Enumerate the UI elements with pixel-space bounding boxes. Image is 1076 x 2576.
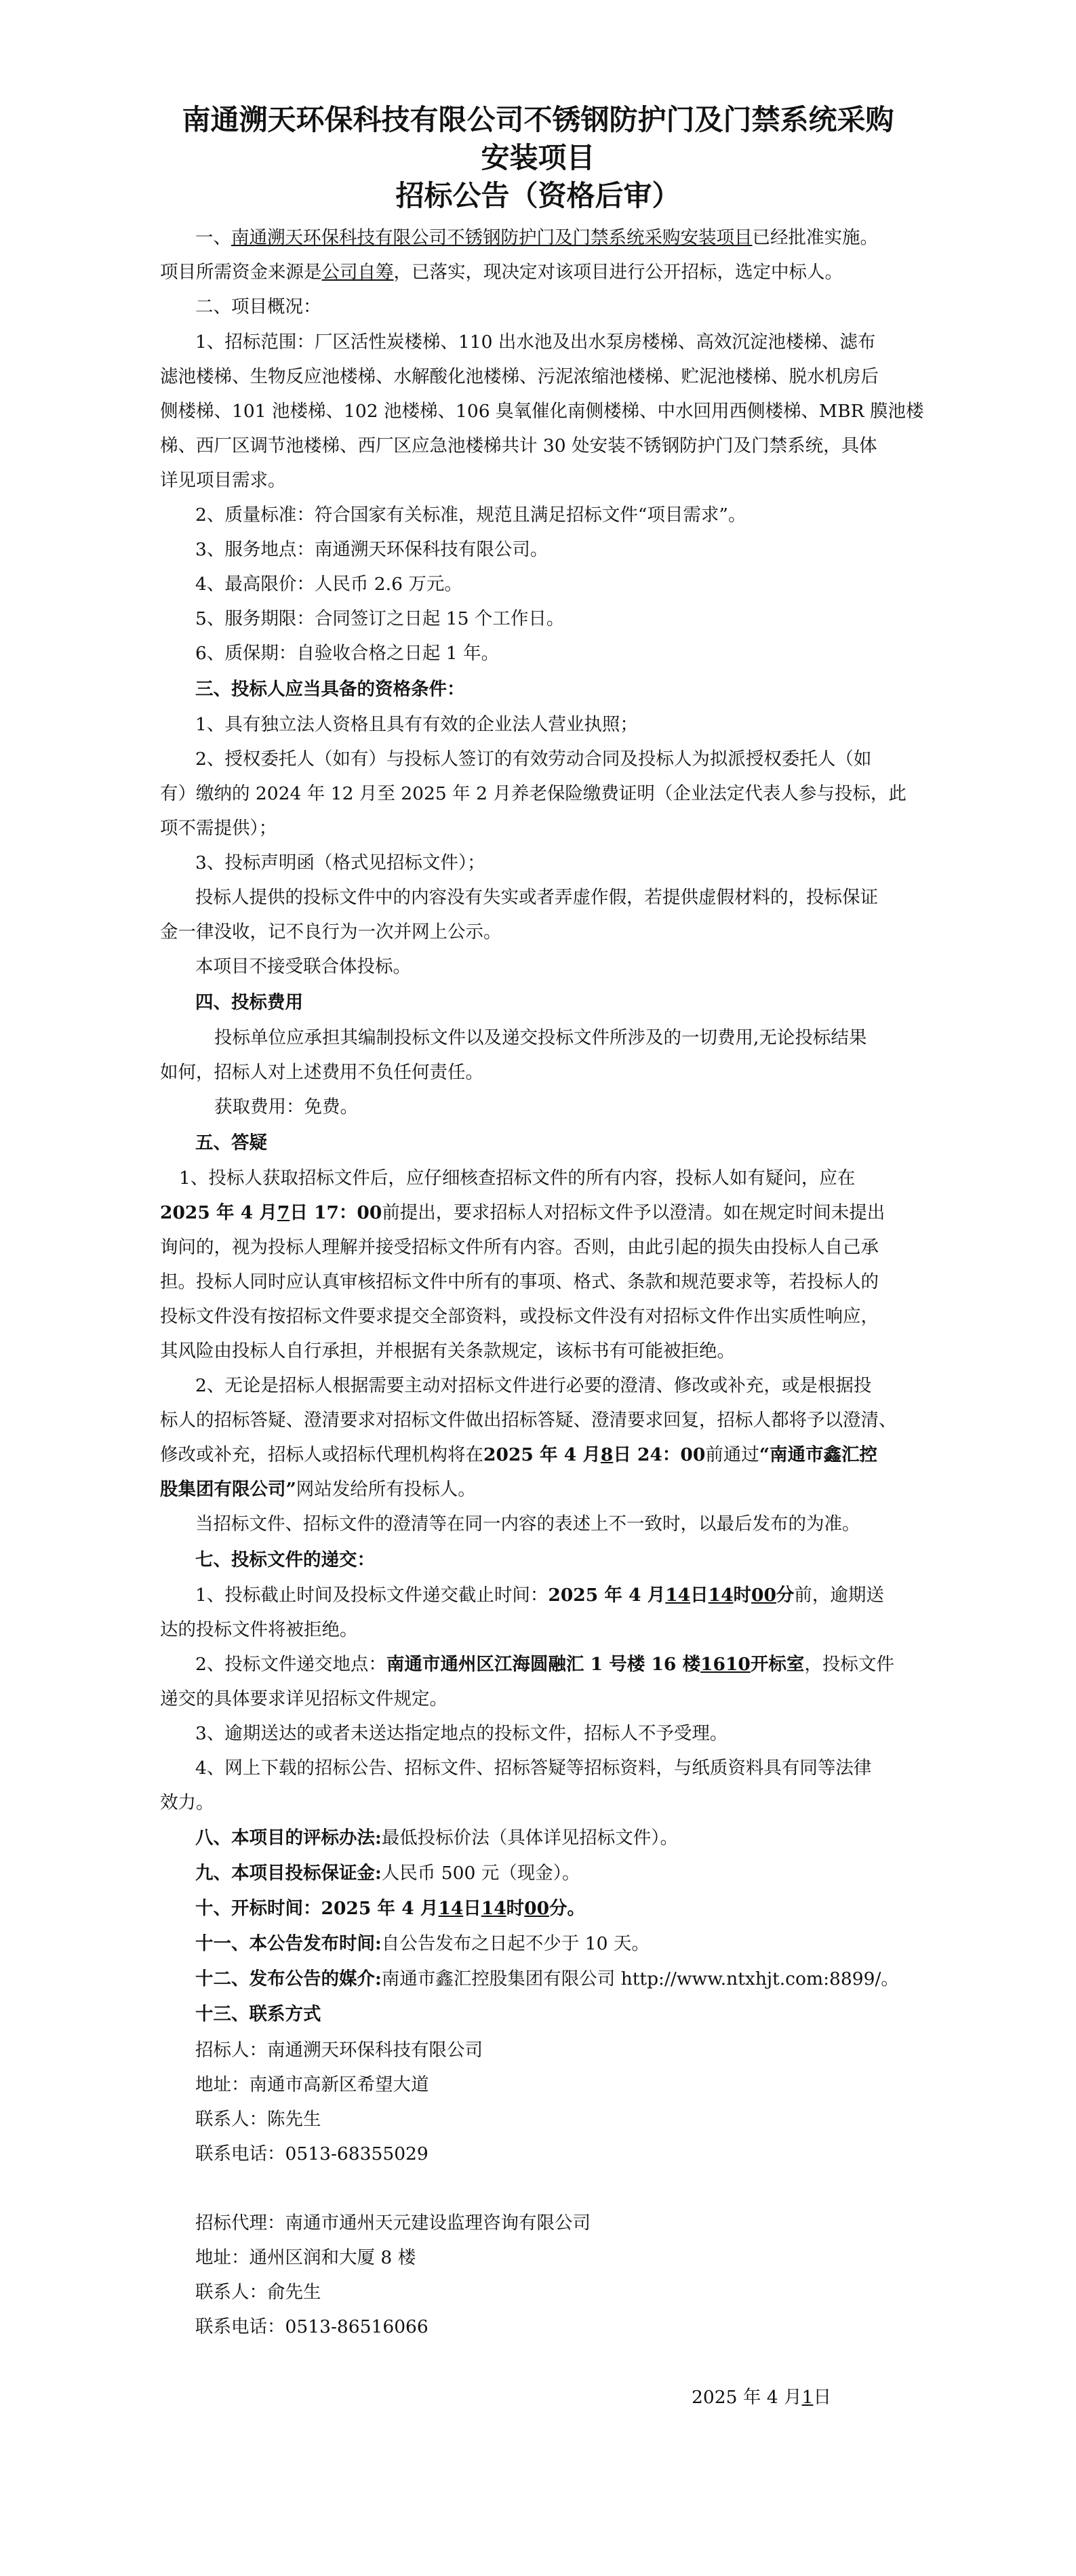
document-title-line-1: 南通溯天环保科技有限公司不锈钢防护门及门禁系统采购	[182, 103, 894, 136]
qa-paragraph-1-line-4: 担。投标人同时应认真审核招标文件中所有的事项、格式、条款和规范要求等，若投标人的	[160, 1271, 879, 1292]
intro-paragraph-line-2: 项目所需资金来源是公司自筹，已落实，现决定对该项目进行公开招标，选定中标人。	[160, 262, 843, 283]
qa-paragraph-2-line-2: 标人的招标答疑、澄清要求对招标文件做出招标答疑、澄清要求回复，招标人都将予以澄清、	[160, 1410, 897, 1431]
section-7-heading: 七、投标文件的递交：	[195, 1549, 375, 1570]
qa-paragraph-3: 当招标文件、招标文件的澄清等在同一内容的表述上不一致时，以最后发布的为准。	[195, 1513, 860, 1534]
scope-line-5: 详见项目需求。	[160, 470, 286, 491]
publication-media: 十二、发布公告的媒介:南通市鑫汇控股集团有限公司 http://www.ntxhjt.com:8899/。	[195, 1968, 899, 1989]
bid-location-line-1: 2、投标文件递交地点：南通市通州区江海圆融汇 1 号楼 16 楼1610开标室，投标文件	[195, 1654, 894, 1675]
qa-paragraph-1-line-5: 投标文件没有按招标文件要求提交全部资料，或投标文件没有对招标文件作出实质性响应，	[160, 1306, 879, 1327]
qa-paragraph-1-line-6: 其风险由投标人自行承担，并根据有关条款规定，该标书有可能被拒绝。	[160, 1341, 735, 1362]
document-title-line-2: 安装项目	[481, 141, 595, 174]
tenderer-name: 招标人：南通溯天环保科技有限公司	[195, 2040, 483, 2061]
clarification-deadline-day: 8	[600, 1444, 614, 1465]
qa-paragraph-2-line-4: 股集团有限公司”网站发给所有投标人。	[160, 1479, 476, 1500]
scope-line-3: 侧楼梯、101 池楼梯、102 池楼梯、106 臭氧催化南侧楼梯、中水回用西侧楼梯、MBR 膜池楼	[160, 401, 924, 422]
bid-location-line-2: 递交的具体要求详见招标文件规定。	[160, 1688, 447, 1709]
maximum-price: 4、最高限价：人民币 2.6 万元。	[195, 574, 462, 595]
qa-paragraph-1-line-2: 2025 年 4 月7日 17：00前提出，要求招标人对招标文件予以澄清。如在规定时间未提出	[160, 1202, 885, 1223]
section-5-heading: 五、答疑	[195, 1132, 267, 1153]
scope-line-2: 滤池楼梯、生物反应池楼梯、水解酸化池楼梯、污泥浓缩池楼梯、贮泥池楼梯、脱水机房后	[160, 366, 879, 387]
section-2-heading: 二、项目概况：	[195, 296, 321, 317]
qa-deadline-day: 7	[277, 1202, 290, 1223]
qualification-item-2-line-1: 2、授权委托人（如有）与投标人签订的有效劳动合同及投标人为拟派授权委托人（如	[195, 749, 872, 770]
no-consortium-note: 本项目不接受联合体投标。	[195, 956, 411, 977]
warranty-period: 6、质保期：自验收合格之日起 1 年。	[195, 643, 500, 664]
false-material-note-line-1: 投标人提供的投标文件中的内容没有失实或者弄虚作假，若提供虚假材料的，投标保证	[195, 887, 878, 908]
qa-paragraph-2-line-3: 修改或补充，招标人或招标代理机构将在2025 年 4 月8日 24：00前通过“南通市鑫汇控	[160, 1444, 878, 1465]
section-4-heading: 四、投标费用	[195, 992, 303, 1013]
intro-paragraph-line-1: 一、南通溯天环保科技有限公司不锈钢防护门及门禁系统采购安装项目已经批准实施。	[195, 227, 878, 248]
bid-cost-line-2: 如何，招标人对上述费用不负任何责任。	[160, 1062, 483, 1083]
document-title-line-3: 招标公告（资格后审）	[395, 179, 681, 212]
evaluation-method: 八、本项目的评标办法:最低投标价法（具体详见招标文件）。	[195, 1827, 679, 1848]
agent-contact: 联系人：俞先生	[195, 2282, 321, 2303]
tenderer-contact: 联系人：陈先生	[195, 2109, 321, 2130]
false-material-note-line-2: 金一律没收，记不良行为一次并网上公示。	[160, 922, 502, 943]
qa-paragraph-2-line-1: 2、无论是招标人根据需要主动对招标文件进行必要的澄清、修改或补充，或是根据投	[195, 1375, 872, 1396]
agent-address: 地址：通州区润和大厦 8 楼	[195, 2247, 416, 2268]
section-3-heading: 三、投标人应当具备的资格条件：	[195, 679, 465, 700]
qualification-item-2-line-2: 有）缴纳的 2024 年 12 月至 2025 年 2 月养老保险缴费证明（企业法定代表人参与投标，此	[160, 783, 906, 804]
scope-line-1: 1、招标范围：厂区活性炭楼梯、110 出水池及出水泵房楼梯、高效沉淀池楼梯、滤布	[195, 332, 876, 353]
document-fee: 获取费用：免费。	[214, 1096, 358, 1117]
qualification-item-3: 3、投标声明函（格式见招标文件）；	[195, 852, 485, 873]
fund-source: 公司自筹	[321, 262, 394, 283]
qa-paragraph-1-line-1: 1、投标人获取招标文件后，应仔细核查招标文件的所有内容，投标人如有疑问，应在	[179, 1168, 856, 1189]
qa-paragraph-1-line-3: 询问的，视为投标人理解并接受招标文件所有内容。否则，由此引起的损失由投标人自己承	[160, 1237, 879, 1258]
agent-phone: 联系电话：0513-86516066	[195, 2316, 429, 2337]
section-13-heading: 十三、联系方式	[195, 2004, 321, 2025]
qualification-item-2-line-3: 项不需提供）；	[160, 818, 277, 839]
bid-bond: 九、本项目投标保证金:人民币 500 元（现金）。	[195, 1863, 580, 1884]
project-name: 南通溯天环保科技有限公司不锈钢防护门及门禁系统采购安装项目	[231, 227, 753, 248]
bid-cost-line-1: 投标单位应承担其编制投标文件以及递交投标文件所涉及的一切费用,无论投标结果	[214, 1027, 867, 1048]
quality-standard: 2、质量标准：符合国家有关标准，规范且满足招标文件“项目需求”。	[195, 504, 746, 526]
bid-opening-time: 十、开标时间：2025 年 4 月14日14时00分。	[195, 1898, 586, 1919]
scope-line-4: 梯、西厂区调节池楼梯、西厂区应急池楼梯共计 30 处安装不锈钢防护门及门禁系统，具体	[160, 435, 877, 456]
service-period: 5、服务期限：合同签订之日起 15 个工作日。	[195, 608, 565, 629]
announcement-date: 2025 年 4 月1日	[692, 2387, 831, 2408]
bid-deadline-line-2: 达的投标文件将被拒绝。	[160, 1619, 358, 1640]
tenderer-phone: 联系电话：0513-68355029	[195, 2143, 429, 2164]
legal-effect-line-2: 效力。	[160, 1792, 214, 1813]
qualification-item-1: 1、具有独立法人资格且具有有效的企业法人营业执照；	[195, 714, 638, 735]
agent-name: 招标代理：南通市通州天元建设监理咨询有限公司	[195, 2213, 591, 2234]
tenderer-address: 地址：南通市高新区希望大道	[195, 2074, 429, 2095]
announcement-period: 十一、本公告发布时间:自公告发布之日起不少于 10 天。	[195, 1933, 650, 1954]
service-location: 3、服务地点：南通溯天环保科技有限公司。	[195, 539, 549, 560]
late-bid-note: 3、逾期送达的或者未送达指定地点的投标文件，招标人不予受理。	[195, 1723, 728, 1744]
legal-effect-line-1: 4、网上下载的招标公告、招标文件、招标答疑等招标资料，与纸质资料具有同等法律	[195, 1758, 872, 1779]
bid-deadline-line-1: 1、投标截止时间及投标文件递交截止时间：2025 年 4 月14日14时00分前，逾期送	[195, 1585, 884, 1606]
